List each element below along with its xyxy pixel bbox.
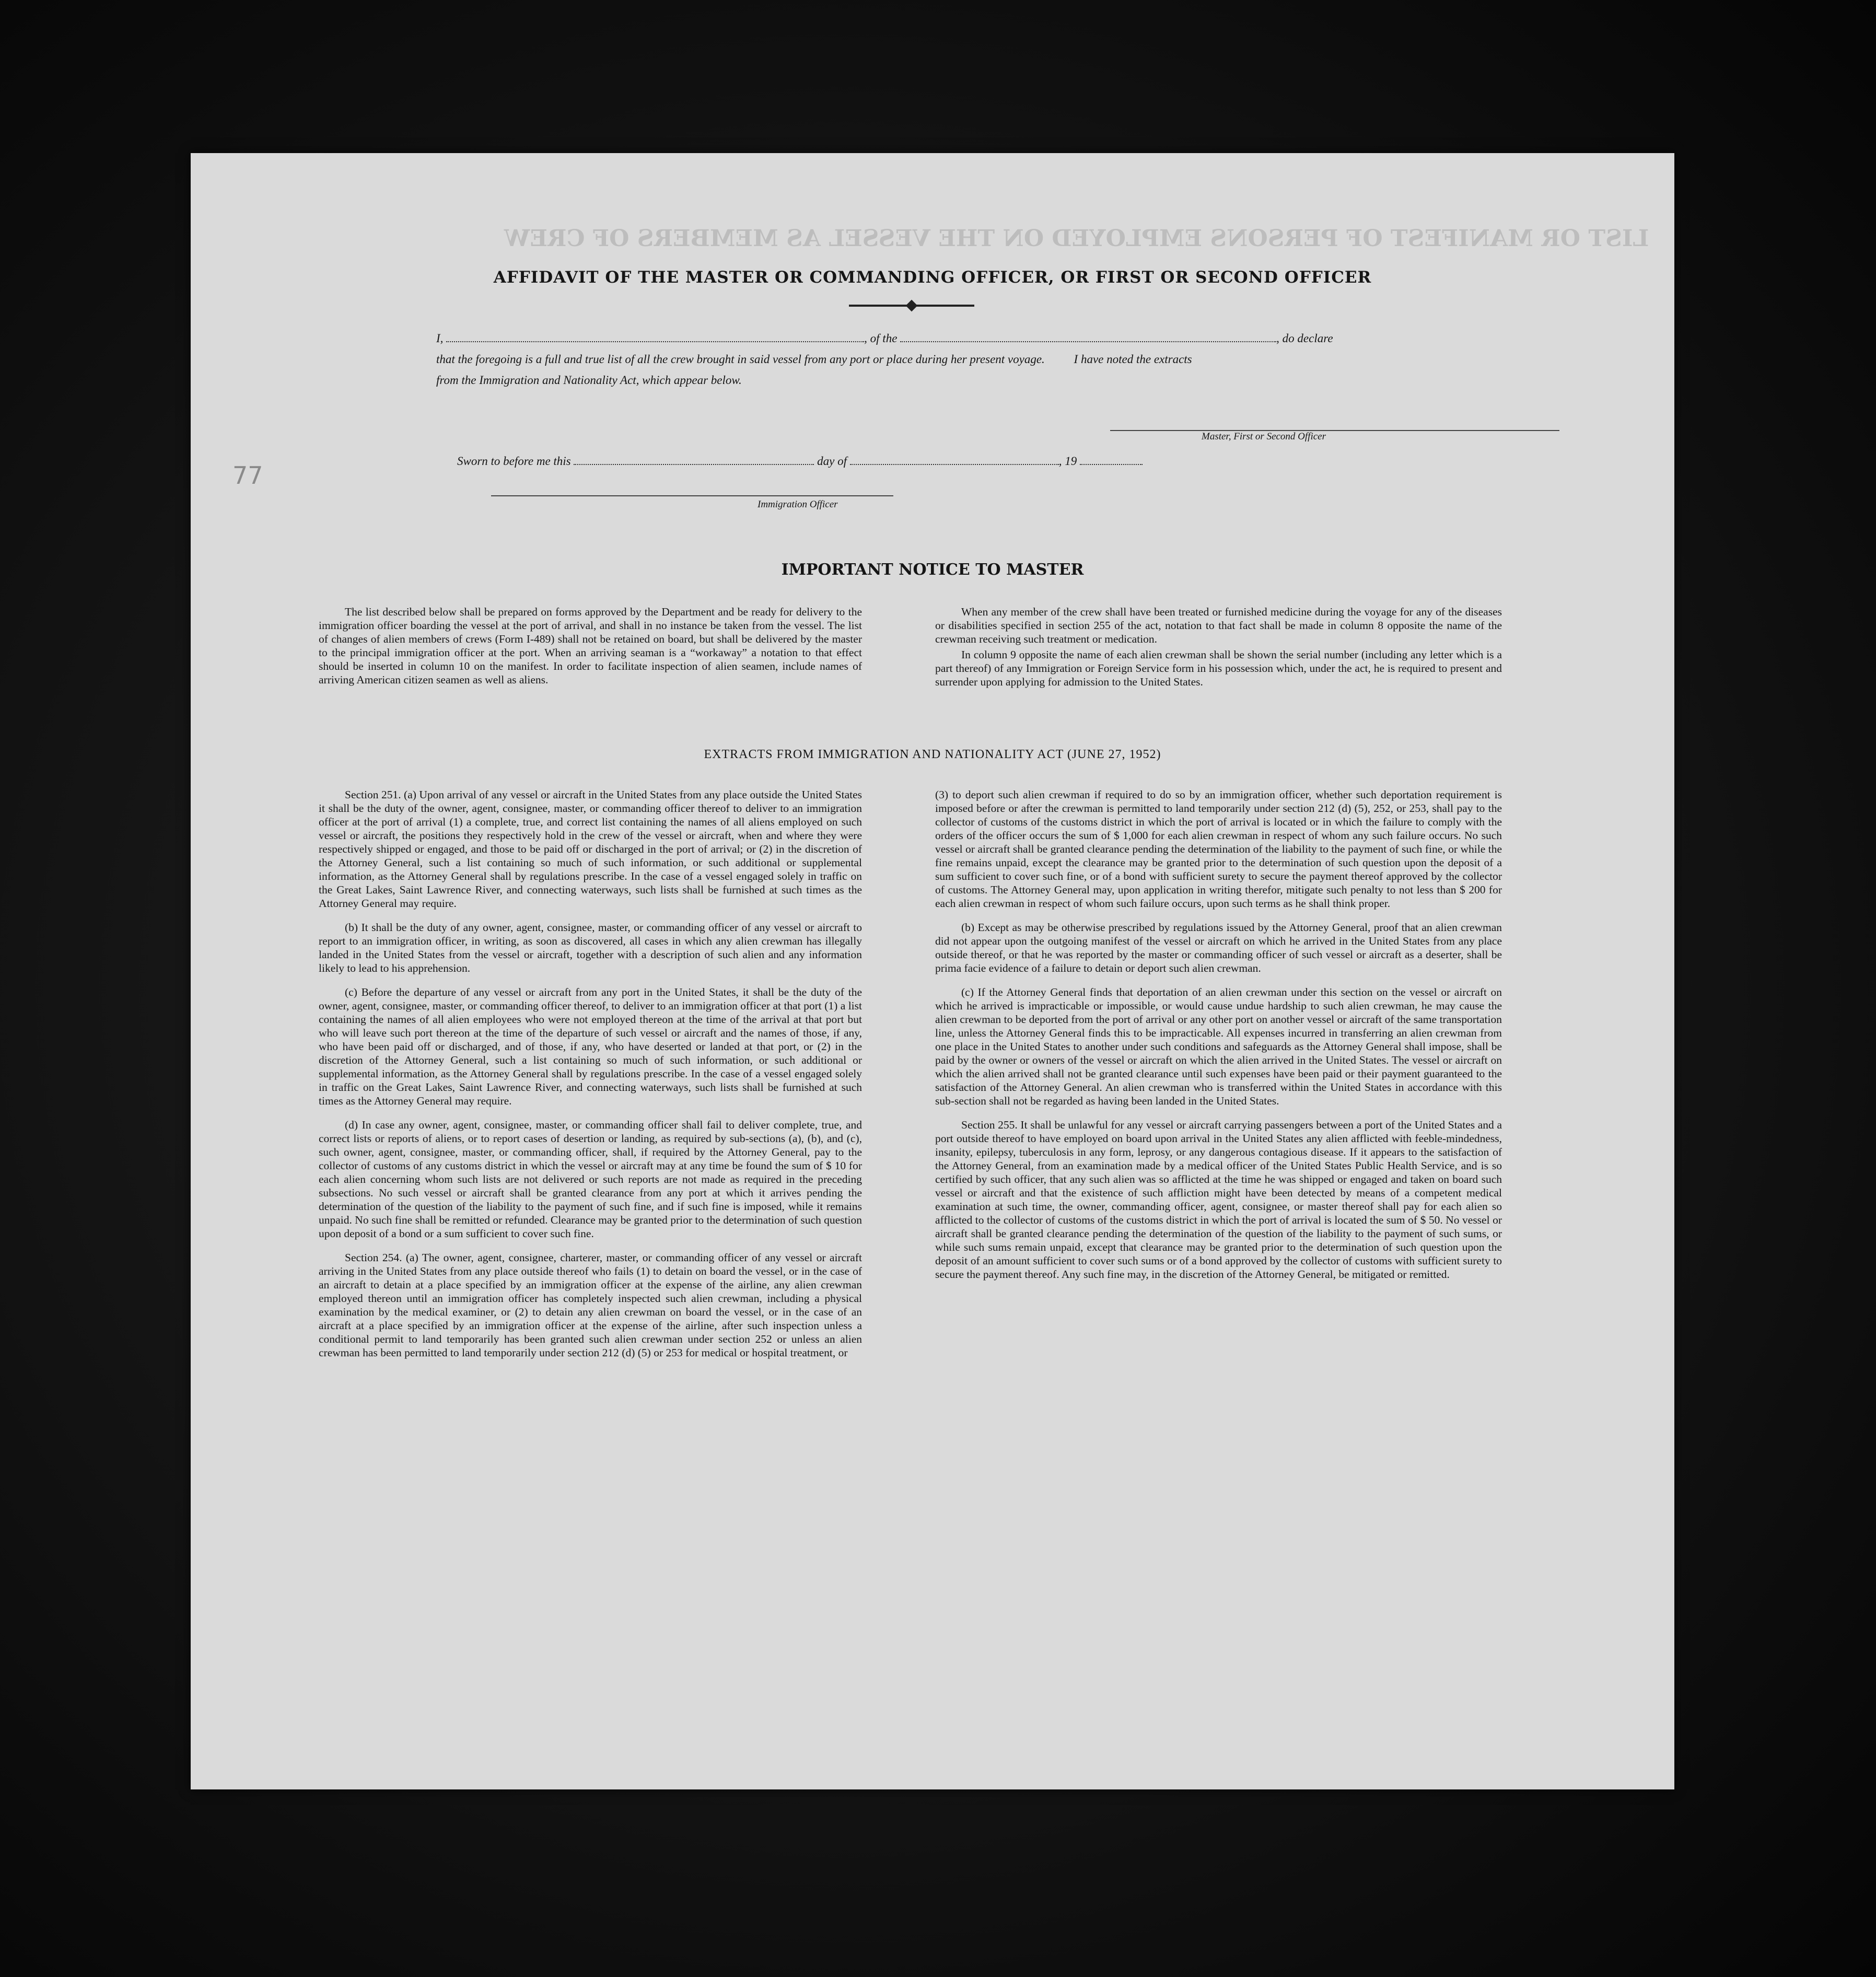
section-254c: (c) If the Attorney General finds that deportation of an alien crewman under this section on the vessel or aircraft on which he arrived is impracticable or impossible, or would cause undue hardship to such alien crewman, he may cause the alien crewman to be deported from the port of arrival or any other port on another vessel or aircraft of the same transportation line, unless the Attorney General finds this to be impracticable. All expenses incurred in transferring an alien crewman from one place in the United States to another under such conditions and safeguards as the Attorney General shall impose, shall be paid by the owner or owners of the vessel or aircraft on which the alien arrived in the United States. The vessel or aircraft on which the alien arrived shall not be granted clearance until such expenses have been paid or their payment guaranteed to the satisfaction of the Attorney General. An alien crewman who is transferred within the United States in accordance with this sub-section shall not be regarded as having been landed in the United States. (935, 986, 1502, 1107)
immigration-officer-caption: Immigration Officer (758, 499, 838, 510)
extracts-heading: EXTRACTS FROM IMMIGRATION AND NATIONALITY ACT (JUNE 27, 1952) (704, 748, 1161, 761)
notice-paragraph: In column 9 opposite the name of each alien crewman shall be shown the serial number (including any letter which is a part thereof) of any Immigration or Foreign Service form in his possession which, under the act, he is required to present and surrender upon applying for admission to the United States. (935, 648, 1502, 688)
sworn-month-field[interactable] (850, 452, 1059, 465)
day-of-label: day of (817, 455, 847, 468)
section-254a: Section 254. (a) The owner, agent, consignee, charterer, master, or commanding officer of any vessel or aircraft arriving in the United States from any place outside thereof who fails (1) to detain on board the vessel, or in the case of an aircraft to detain at a place specified by an immigration officer at the expense of the airline, any alien crewman employed thereon until an immigration officer has completely inspected such alien crewman, including a physical examination by the medical examiner, or (2) to detain any alien crewman on board the vessel, or in the case of an aircraft at a place specified by an immigration officer at the expense of the airline, after such inspection unless a conditional permit to land temporarily has been granted such alien crewman under section 252 or unless an alien crewman has been permitted to land temporarily under section 212 (d) (5) or 253 for medical or hospital treatment, or (319, 1251, 862, 1359)
notice-paragraph: When any member of the crew shall have been treated or furnished medicine during the voyage for any of the diseases or disabilities specified in section 255 of the act, notation to that fact shall be made in column 8 opposite the name of the crewman receiving such treatment or medication. (935, 606, 1502, 645)
notice-left-column (319, 605, 862, 697)
sworn-statement (457, 451, 1408, 472)
master-signature-line[interactable] (1110, 430, 1559, 431)
section-254b: (b) Except as may be otherwise prescribed by regulations issued by the Attorney General, proof that an alien crewman did not appear upon the outgoing manifest of the vessel or aircraft on which he arrived in the United States from any place outside thereof, or that he was reported by the master or commanding officer of such vessel or aircraft as a deserter, shall be prima facie evidence of a failure to detain or deport such alien crewman. (935, 921, 1502, 974)
affidavit-declaration (436, 328, 1387, 391)
section-251a: Section 251. (a) Upon arrival of any vessel or aircraft in the United States from any place outside the United States it shall be the duty of the owner, agent, consignee, master, or commanding officer thereof to deliver to an immigration officer at the port of arrival (1) a complete, true, and correct list containing the names of all aliens employed on such vessel or aircraft, the positions they respectively hold in the crew of the vessel or aircraft, when and where they were respectively shipped or engaged, and those to be paid off or discharged in the port of arrival; or (2) in the discretion of the Attorney General, such a list containing so much of such information, or such additional or supplemental information, as the Attorney General shall by regulations prescribe. In the case of a vessel engaged solely in traffic on the Great Lakes, Saint Lawrence River, and connecting waterways, such lists shall be furnished at such times as the Attorney General may require. (319, 788, 862, 910)
notice-paragraph: The list described below shall be prepared on forms approved by the Department and be ready for delivery to the immigration officer boarding the vessel at the port of arrival, and shall in no instance be taken from the vessel. The list of changes of alien members of crews (Form I-489) shall not be retained on board, but shall be delivered by the master to the principal immigration officer at the port. When an arriving seaman is a “workaway” a notation to that effect should be inserted in column 10 on the manifest. In order to facilitate inspection of alien seamen, include names of arriving American citizen seamen as well as aliens. (319, 606, 862, 686)
section-255: Section 255. It shall be unlawful for any vessel or aircraft carrying passengers between a port of the United States and a port outside thereof to have employed on board upon arrival in the United States any alien afflicted with feeble-mindedness, insanity, epilepsy, tuberculosis in any form, leprosy, or any dangerous contagious disease. If it appears to the satisfaction of the Attorney General, from an examination made by a medical officer of the United States Public Health Service, and is so certified by such officer, that any such alien was so afflicted at the time he was shipped or engaged and taken on board such vessel or aircraft and that the existence of such affliction might have been detected by means of a competent medical examination at such time, the owner, commanding officer, agent, consignee, or master thereof shall pay for each alien so afflicted to the collector of customs of the customs district in which the port of arrival is located the sum of $ 50. No vessel or aircraft shall be granted clearance pending the determination of the question of the liability to the payment of such sums, or while such sums remain unpaid, except that clearance may be granted prior to the determination of such question upon the deposit of an amount sufficient to cover such sums or of a bond approved by the collector of customs with sufficient surety to secure the payment thereof. Any such fine may, in the discretion of the Attorney General, be mitigated or remitted. (935, 1119, 1502, 1281)
sworn-date-field[interactable] (574, 452, 814, 465)
master-signature-caption: Master, First or Second Officer (1202, 431, 1326, 442)
bleed-through-title: LIST OR MANIFEST OF PERSONS EMPLOYED ON THE VESSEL AS MEMBERS OF CREW (504, 225, 1649, 252)
year-label: , 19 (1058, 455, 1077, 468)
notice-right-column (935, 605, 1502, 699)
section-251c: (c) Before the departure of any vessel or aircraft from any port in the United States, it shall be the duty of the owner, agent, consignee, master, or commanding officer thereof, to deliver to an immigration officer at that port (1) a list containing the names of all alien employees who were not employed thereon at the time of the arrival at that port but who will leave such port thereon at the time of the departure of such vessel or aircraft and the names of those, if any, who have been paid off or discharged, and of those, if any, who have deserted or landed at that port, or (2) in the discretion of the Attorney General, such a list containing so much of such information, or such additional or supplemental information, as the Attorney General shall by regulations prescribe. In the case of a vessel engaged solely in traffic on the Great Lakes, Saint Lawrence River, and connecting waterways, such lists shall be furnished at such times as the Attorney General may require. (319, 986, 862, 1107)
declare-line-2: that the foregoing is a full and true list of all the crew brought in said vessel from any port or place during her present voyage. (436, 353, 1045, 366)
heading-ornament (849, 305, 974, 307)
sworn-label: Sworn to before me this (457, 455, 571, 468)
sworn-year-field[interactable] (1080, 452, 1143, 465)
master-name-field[interactable] (446, 330, 864, 342)
section-251d: (d) In case any owner, agent, consignee, master, or commanding officer shall fail to deliver complete, true, and correct lists or reports of aliens, or to report cases of desertion or landing, as required by sub-sections (a), (b), and (c), such owner, agent, consignee, master, or commanding officer, shall, if required by the Attorney General, pay to the collector of customs of any customs district in which the vessel or aircraft may at any time be found the sum of $ 10 for each alien concerning whom such lists are not delivered or such reports are not made as required in the preceding subsections. No such vessel or aircraft shall be granted clearance from any port at which it arrives pending the determination of the question of the liability to the payment of such fine, and if such fine is imposed, while it remains unpaid. No such fine shall be remitted or refunded. Clearance may be granted prior to the determination of such question upon deposit of a bond or a sum sufficient to cover such fine. (319, 1119, 862, 1240)
section-254a-continued: (3) to deport such alien crewman if required to do so by an immigration officer, whether such deportation requirement is imposed before or after the crewman is permitted to land temporarily under section 212 (d) (5), 252, or 253, shall pay to the collector of customs of the customs district in which the port of arrival is located or in which the failure to comply with the orders of the officer occurs the sum of $ 1,000 for each alien crewman in respect of whom any such failure occurs. No such vessel or aircraft shall be granted clearance pending the determination of the liability to the payment of such fine, or while the fine remains unpaid, except the clearance may be granted prior to the determination of such question upon the deposit of a sum sufficient to cover such fine, or of a bond with sufficient surety to secure the payment thereof approved by the collector of customs. The Attorney General may, upon application in writing therefor, mitigate such penalty to not less than $ 200 for each alien crewman in respect of whom such failure occurs, upon such terms as he shall think proper. (935, 788, 1502, 910)
bleed-through-margin-number: 77 (232, 461, 263, 490)
declare-line-3: from the Immigration and Nationality Act, which appear below. (436, 374, 742, 387)
extracts-left-column (319, 788, 862, 1370)
declare-i-label: I, (436, 332, 444, 345)
declare-do-declare-label: , do declare (1276, 332, 1333, 345)
declare-noted-label: I have noted the extracts (1074, 353, 1192, 366)
extracts-right-column (935, 788, 1502, 1292)
document-page (191, 153, 1674, 1789)
immigration-officer-signature-line[interactable] (491, 495, 893, 496)
affidavit-heading: AFFIDAVIT OF THE MASTER OR COMMANDING OFFICER, OR FIRST OR SECOND OFFICER (493, 268, 1372, 287)
notice-heading: IMPORTANT NOTICE TO MASTER (781, 561, 1084, 579)
section-251b: (b) It shall be the duty of any owner, agent, consignee, master, or commanding officer of any vessel or aircraft to report to an immigration officer, in writing, as soon as discovered, all cases in which any alien crewman has illegally landed in the United States from the vessel or aircraft, together with a description of such alien and any information likely to lead to his apprehension. (319, 921, 862, 974)
declare-of-the-label: , of the (864, 332, 898, 345)
vessel-name-field[interactable] (900, 330, 1276, 342)
